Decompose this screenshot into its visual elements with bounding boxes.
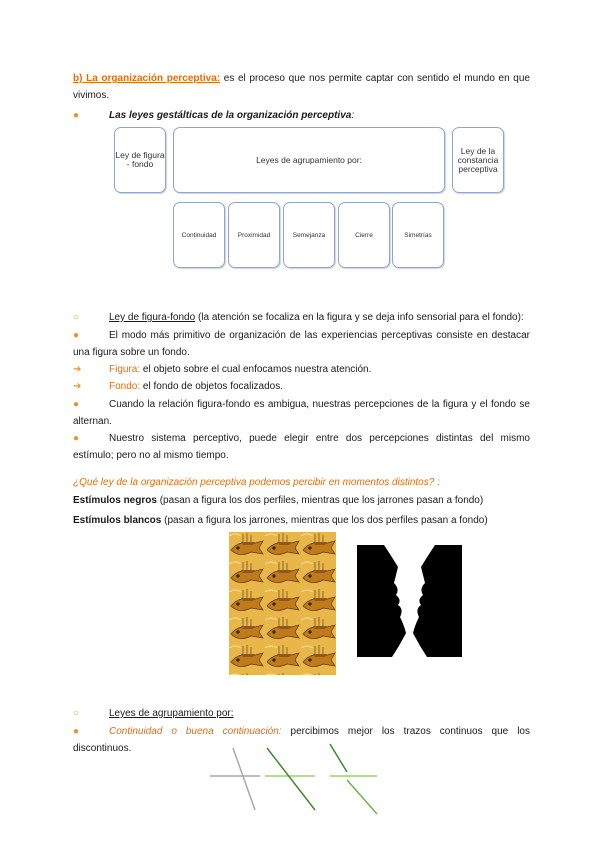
- arrow-icon: ➔: [73, 381, 82, 392]
- p3-line1: Nuestro sistema perceptivo, puede elegir entre dos percepciones distintas del mismo: [109, 433, 530, 444]
- section-b-line2: vivimos.: [73, 90, 110, 101]
- estimulos-blancos: Estímulos blancos (pasan a figura los jarrones, mientras que los dos perfiles pasan a fondo): [73, 515, 488, 526]
- circle-bullet-icon: ○: [73, 708, 80, 719]
- continuidad-line1: Continuidad o buena continuación: percibimos mejor los trazos continuos que los: [109, 726, 530, 737]
- p3-line2: estímulo; pero no al mismo tiempo.: [73, 450, 229, 461]
- escher-fish-boats-image: [229, 532, 336, 675]
- leyes-title: Las leyes gestálticas de la organización perceptiva:: [109, 110, 355, 121]
- box-constancia-perceptiva: Ley de la constancia perceptiva: [452, 127, 504, 193]
- p1-line2: una figura sobre un fondo.: [73, 347, 190, 358]
- agrupamiento-heading: Leyes de agrupamiento por:: [109, 708, 234, 719]
- box-proximidad: Proximidad: [228, 202, 280, 268]
- box-figura-fondo: Ley de figura - fondo: [114, 127, 166, 193]
- bullet-icon: ●: [73, 110, 80, 121]
- p2-line1: Cuando la relación figura-fondo es ambigua, nuestras percepciones de la figura y el fondo se: [109, 399, 530, 410]
- section-b-text: es el proceso que nos permite captar con sentido el mundo en que: [223, 73, 530, 84]
- figura-fondo-heading: Ley de figura-fondo (la atención se focaliza en la figura y se deja info sensorial para el fondo):: [109, 312, 524, 323]
- fondo-definition: Fondo: el fondo de objetos focalizados.: [109, 381, 284, 392]
- figura-definition: Figura: el objeto sobre el cual enfocamos nuestra atención.: [109, 364, 372, 375]
- bullet-icon: ●: [73, 726, 80, 737]
- box-semejanza: Semejanza: [283, 202, 335, 268]
- p1-line1: El modo más primitivo de organización de las experiencias perceptivas consiste en destacar: [109, 330, 530, 341]
- rubin-vase-faces-image: [357, 545, 462, 657]
- continuity-lines-illustration: [205, 740, 385, 820]
- bullet-icon: ●: [73, 399, 80, 410]
- question: ¿Qué ley de la organización perceptiva podemos percibir en momentos distintos? :: [73, 477, 440, 488]
- section-b-heading: b) La organización perceptiva:: [73, 73, 221, 84]
- circle-bullet-icon: ○: [73, 312, 80, 323]
- continuidad-line2: discontinuos.: [73, 743, 132, 754]
- bullet-icon: ●: [73, 433, 80, 444]
- bullet-icon: ●: [73, 330, 80, 341]
- box-simetrias: Simetrías: [392, 202, 444, 268]
- box-continuidad: Continuidad: [173, 202, 225, 268]
- arrow-icon: ➔: [73, 364, 82, 375]
- estimulos-negros: Estímulos negros (pasan a figura los dos perfiles, mientras que los jarrones pasan a fondo): [73, 495, 484, 506]
- box-leyes-agrupamiento: Leyes de agrupamiento por:: [173, 127, 445, 193]
- section-b-line1: [73, 70, 530, 87]
- p2-line2: alternan.: [73, 416, 112, 427]
- box-cierre: Cierre: [338, 202, 390, 268]
